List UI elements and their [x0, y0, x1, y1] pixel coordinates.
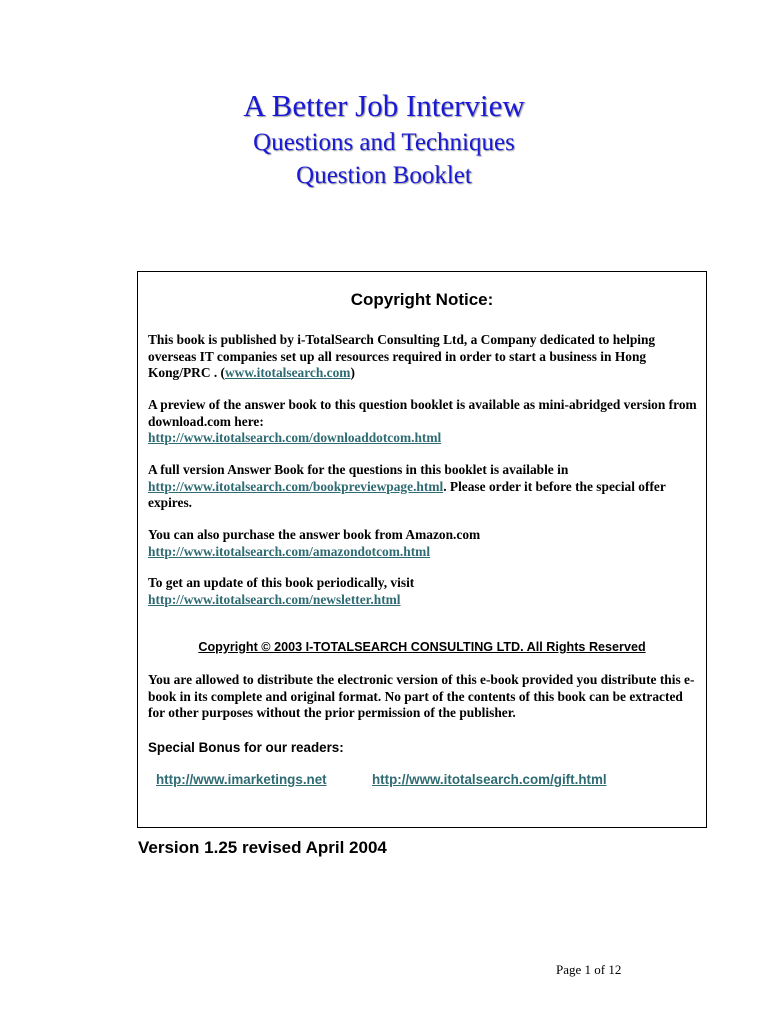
distribution-paragraph [148, 672, 703, 722]
full-version-paragraph [148, 462, 703, 512]
bonus-link-gift[interactable]: http://www.itotalsearch.com/gift.html [372, 772, 607, 787]
book-preview-link[interactable]: http://www.itotalsearch.com/bookpreviewpage.html [148, 478, 444, 494]
distribution-text: You are allowed to distribute the electronic version of this e-book provided you distribute this e-book in its complete and original format. No part of the contents of this book can be extracted for other purposes without the prior permission of the publisher. [148, 672, 695, 720]
newsletter-link[interactable]: http://www.itotalsearch.com/newsletter.html [148, 591, 401, 607]
title-line-2: Questions and Techniques [253, 129, 515, 156]
document-title [0, 86, 768, 192]
website-link[interactable]: www.itotalsearch.com [225, 365, 351, 380]
full-version-text-end: . Please order it before the special offer expires. [148, 478, 666, 510]
bonus-heading: Special Bonus for our readers: [148, 740, 344, 755]
page-number: Page 1 of 12 [556, 962, 622, 977]
amazon-paragraph [148, 527, 703, 560]
copyright-line [138, 640, 706, 654]
amazon-text: You can also purchase the answer book from Amazon.com [148, 527, 481, 542]
title-line-3: Question Booklet [296, 162, 472, 189]
copyright-text: Copyright © 2003 I-TOTALSEARCH CONSULTING LTD. All Rights Reserved [198, 640, 646, 654]
title-line-1: A Better Job Interview [243, 88, 525, 123]
publisher-text-end: ) [350, 365, 355, 380]
full-version-text: A full version Answer Book for the questions in this booklet is available in [148, 462, 569, 477]
preview-text: A preview of the answer book to this question booklet is available as mini-abridged version from download.com here: [148, 397, 697, 429]
amazon-link[interactable]: http://www.itotalsearch.com/amazondotcom.html [148, 543, 431, 559]
notice-heading: Copyright Notice: [350, 290, 494, 309]
publisher-text: This book is published by i-TotalSearch Consulting Ltd, a Company dedicated to helping overseas IT companies set up all resources required in order to start a business in Hong Kong/PRC . ( [148, 332, 656, 380]
download-link[interactable]: http://www.itotalsearch.com/downloaddotcom.html [148, 430, 442, 445]
copyright-notice-box [137, 271, 707, 828]
bonus-link-imarketings[interactable]: http://www.imarketings.net [156, 772, 327, 787]
publisher-paragraph [148, 332, 703, 382]
newsletter-paragraph [148, 575, 703, 608]
version-label: Version 1.25 revised April 2004 [138, 838, 387, 857]
newsletter-text: To get an update of this book periodically, visit [148, 575, 415, 590]
preview-paragraph [148, 397, 703, 447]
